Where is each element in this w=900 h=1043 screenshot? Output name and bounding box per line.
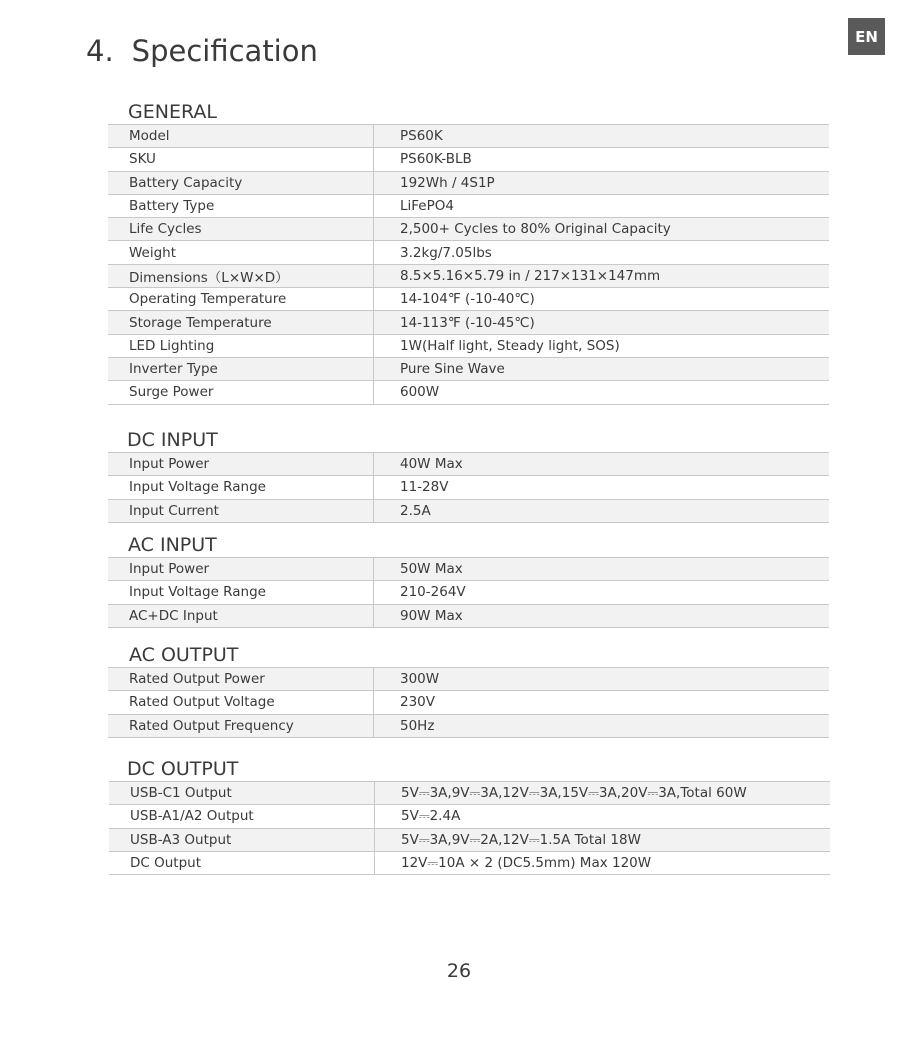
table-row xyxy=(108,381,829,404)
spec-label: Input Current xyxy=(108,499,374,522)
table-row xyxy=(109,828,830,851)
spec-label: DC Output xyxy=(109,851,375,874)
spec-value: 600W xyxy=(374,381,830,404)
section-heading: AC OUTPUT xyxy=(129,644,239,666)
spec-label: USB-A1/A2 Output xyxy=(109,805,375,828)
spec-value: 50W Max xyxy=(374,558,830,581)
spec-label: Weight xyxy=(108,241,374,264)
spec-value: Pure Sine Wave xyxy=(374,357,830,380)
spec-value: 90W Max xyxy=(374,604,830,627)
table-row xyxy=(108,558,829,581)
spec-value: 5V⎓3A,9V⎓2A,12V⎓1.5A Total 18W xyxy=(375,828,831,851)
table-row xyxy=(108,357,829,380)
spec-section-dc-input xyxy=(108,428,829,523)
spec-table xyxy=(108,557,829,628)
table-row xyxy=(108,476,829,499)
spec-table xyxy=(108,124,829,405)
table-row xyxy=(108,604,829,627)
spec-table xyxy=(108,667,829,738)
spec-label: Storage Temperature xyxy=(108,311,374,334)
table-row xyxy=(109,851,830,874)
table-row xyxy=(108,691,829,714)
table-row xyxy=(108,148,829,171)
spec-label: Battery Capacity xyxy=(108,171,374,194)
spec-label: AC+DC Input xyxy=(108,604,374,627)
spec-value: 192Wh / 4S1P xyxy=(374,171,830,194)
table-row xyxy=(108,311,829,334)
spec-label: Life Cycles xyxy=(108,218,374,241)
spec-label: LED Lighting xyxy=(108,334,374,357)
spec-label: Input Power xyxy=(108,453,374,476)
table-row xyxy=(109,805,830,828)
spec-label: Operating Temperature xyxy=(108,288,374,311)
table-row xyxy=(108,125,829,148)
spec-section-ac-input xyxy=(108,533,829,628)
spec-table xyxy=(109,781,830,875)
table-row xyxy=(108,334,829,357)
spec-value: 2,500+ Cycles to 80% Original Capacity xyxy=(374,218,830,241)
spec-value: 40W Max xyxy=(374,453,830,476)
spec-value: 300W xyxy=(374,668,830,691)
spec-value: 5V⎓3A,9V⎓3A,12V⎓3A,15V⎓3A,20V⎓3A,Total 60W xyxy=(375,782,831,805)
spec-label: Inverter Type xyxy=(108,357,374,380)
spec-value: 2.5A xyxy=(374,499,830,522)
spec-value: 230V xyxy=(374,691,830,714)
table-row xyxy=(108,194,829,217)
section-number: 4. xyxy=(86,34,114,68)
section-heading: GENERAL xyxy=(128,101,217,123)
section-heading: AC INPUT xyxy=(128,534,217,556)
spec-label: Input Voltage Range xyxy=(108,476,374,499)
section-heading: DC OUTPUT xyxy=(127,758,239,780)
page-title xyxy=(86,34,318,68)
table-row xyxy=(109,782,830,805)
spec-value: 1W(Half light, Steady light, SOS) xyxy=(374,334,830,357)
table-row xyxy=(108,264,829,287)
table-row xyxy=(108,288,829,311)
section-title-text: Specification xyxy=(131,34,318,68)
spec-value: PS60K xyxy=(374,125,830,148)
table-row xyxy=(108,714,829,737)
spec-label: Rated Output Voltage xyxy=(108,691,374,714)
spec-label: USB-A3 Output xyxy=(109,828,375,851)
table-row xyxy=(108,581,829,604)
spec-label: Surge Power xyxy=(108,381,374,404)
page-number: 26 xyxy=(446,960,472,982)
section-heading: DC INPUT xyxy=(127,429,218,451)
spec-label: Rated Output Power xyxy=(108,668,374,691)
spec-value: 8.5×5.16×5.79 in / 217×131×147mm xyxy=(374,264,830,287)
spec-section-dc-output xyxy=(109,757,830,875)
spec-label: Dimensions（L×W×D） xyxy=(108,264,374,287)
table-row xyxy=(108,218,829,241)
spec-value: 3.2kg/7.05lbs xyxy=(374,241,830,264)
spec-value: 12V⎓10A × 2 (DC5.5mm) Max 120W xyxy=(375,851,831,874)
spec-label: Rated Output Frequency xyxy=(108,714,374,737)
spec-section-general xyxy=(108,100,829,405)
spec-label: Input Voltage Range xyxy=(108,581,374,604)
table-row xyxy=(108,668,829,691)
spec-value: 210-264V xyxy=(374,581,830,604)
spec-label: Input Power xyxy=(108,558,374,581)
table-row xyxy=(108,499,829,522)
spec-value: 50Hz xyxy=(374,714,830,737)
spec-value: 5V⎓2.4A xyxy=(375,805,831,828)
spec-value: 14-104℉ (-10-40℃) xyxy=(374,288,830,311)
spec-value: LiFePO4 xyxy=(374,194,830,217)
language-badge: EN xyxy=(848,18,885,55)
table-row xyxy=(108,453,829,476)
spec-value: 14-113℉ (-10-45℃) xyxy=(374,311,830,334)
spec-table xyxy=(108,452,829,523)
spec-label: SKU xyxy=(108,148,374,171)
spec-section-ac-output xyxy=(108,643,829,738)
spec-label: USB-C1 Output xyxy=(109,782,375,805)
spec-value: PS60K-BLB xyxy=(374,148,830,171)
table-row xyxy=(108,171,829,194)
spec-value: 11-28V xyxy=(374,476,830,499)
spec-label: Battery Type xyxy=(108,194,374,217)
table-row xyxy=(108,241,829,264)
spec-label: Model xyxy=(108,125,374,148)
